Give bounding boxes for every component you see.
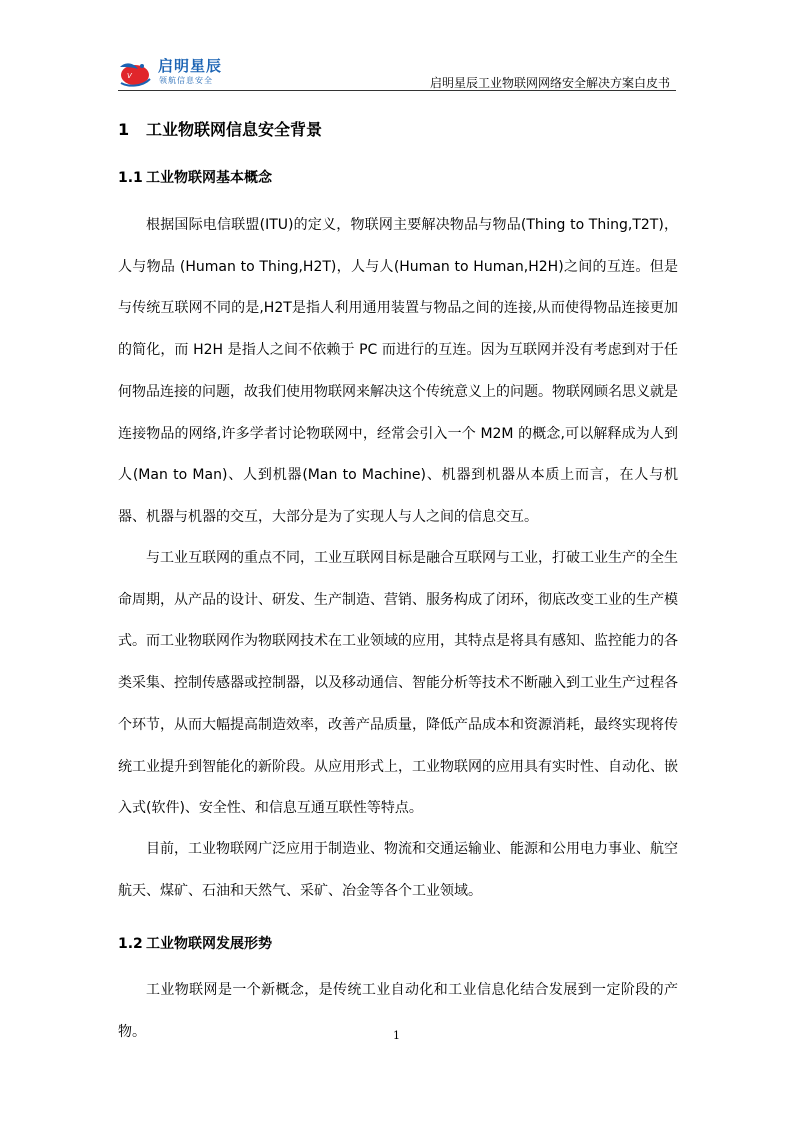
svg-text:V: V xyxy=(127,72,132,80)
paragraph: 工业物联网是一个新概念，是传统工业自动化和工业信息化结合发展到一定阶段的产物。 xyxy=(118,982,678,1040)
section-number: 1.1 xyxy=(118,170,143,186)
company-logo xyxy=(118,54,238,90)
section-title: 工业物联网信息安全背景 xyxy=(146,120,323,139)
logo-title: 启明星辰 xyxy=(158,57,223,75)
page-number: 1 xyxy=(393,1029,400,1042)
paragraph: 根据国际电信联盟(ITU)的定义，物联网主要解决物品与物品(Thing to Thing,T2T)，人与物品 (Human to Thing,H2T)，人与人(Human to Human,H2H)之间的互连。但是与传统互联网不同的是,H2T是指人利用通用装置与物品之间的连接,从而使得物品连接更加的简化，而 H2H 是指人之间不依赖于 PC 而进行的互连。因为互联网并没有考虑到对于任何物品连接的问题，故我们使用物联网来解决这个传统意义上的问题。物联网顾名思义就是连接物品的网络,许多学者讨论物联网中，经常会引入一个 M2M 的概念,可以解释成为人到人(Man to Man)、人到机器(Man to Machine)、机器到机器从本质上而言，在人与机器、机器与机器的交互，大部分是为了实现人与人之间的信息交互。 xyxy=(118,217,678,525)
section-number: 1.2 xyxy=(118,936,143,952)
section-title: 工业物联网发展形势 xyxy=(146,936,272,952)
document-title: 启明星辰工业物联网网络安全解决方案白皮书 xyxy=(429,76,670,90)
logo-emblem-icon xyxy=(118,57,152,87)
header-divider xyxy=(118,90,676,91)
section-heading-1-2 xyxy=(118,933,272,953)
section-number: 1 xyxy=(118,120,130,139)
section-title: 工业物联网基本概念 xyxy=(146,170,272,186)
paragraph: 目前，工业物联网广泛应用于制造业、物流和交通运输业、能源和公用电力事业、航空航天、煤矿、石油和天然气、采矿、冶金等各个工业领域。 xyxy=(118,841,678,899)
section-heading-1-1 xyxy=(118,167,272,187)
logo-subtitle: 领航信息安全 xyxy=(159,76,213,85)
paragraph: 与工业互联网的重点不同，工业互联网目标是融合互联网与工业，打破工业生产的全生命周期，从产品的设计、研发、生产制造、营销、服务构成了闭环，彻底改变工业的生产模式。而工业物联网作为物联网技术在工业领域的应用，其特点是将具有感知、监控能力的各类采集、控制传感器或控制器，以及移动通信、智能分析等技术不断融入到工业生产过程各个环节，从而大幅提高制造效率，改善产品质量，降低产品成本和资源消耗，最终实现将传统工业提升到智能化的新阶段。从应用形式上，工业物联网的应用具有实时性、自动化、嵌入式(软件)、安全性、和信息互通互联性等特点。 xyxy=(118,550,678,817)
section-heading-1 xyxy=(118,117,322,140)
page-header xyxy=(118,52,676,92)
